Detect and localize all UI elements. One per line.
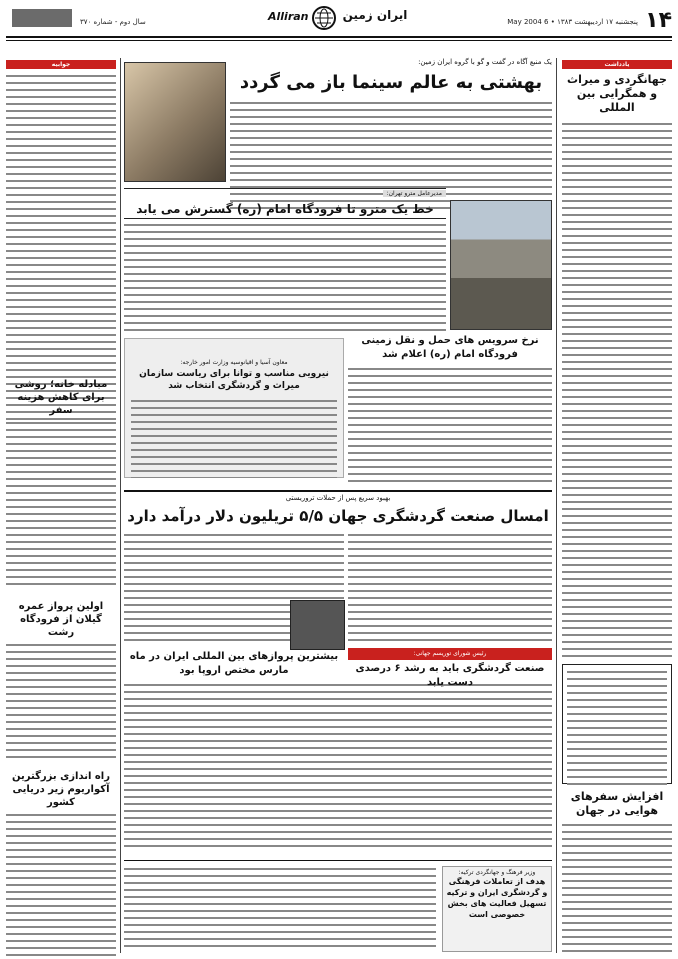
umrah-flight-article <box>6 600 116 750</box>
image-box <box>562 664 672 784</box>
flights-headline: بیشترین پروازهای بین المللی ایران در ماه مارس مختص اروپا بود <box>129 651 339 676</box>
paper-logo <box>12 9 72 27</box>
lead-kicker-text: یک منبع آگاه در گفت و گو با گروه ایران زمین: <box>418 58 552 66</box>
page-number: ۱۴ <box>645 8 672 33</box>
rail-body <box>348 366 552 484</box>
metro-label-row <box>124 188 446 198</box>
home-exchange-title: مبادله خانه؛ روشی برای کاهش هزینه سفر <box>14 379 108 416</box>
umrah-flight-title: اولین پرواز عمره گیلان از فرودگاه رشت <box>18 601 104 638</box>
column-label: یادداشت <box>562 60 672 69</box>
asia-kicker: معاون آسیا و اقیانوسیه وزارت امور خارجه: <box>180 359 288 366</box>
wtn-body-right <box>348 532 552 642</box>
column-title: جهانگردی و میراث و همگرایی بین المللی <box>567 73 667 114</box>
asia-headline: نیرویی مناسب و توانا برای ریاست سازمان میراث و گردشگری انتخاب شد <box>139 369 329 391</box>
culture-box <box>442 866 552 952</box>
council-label: رئیس شورای توریسم جهانی: <box>348 648 552 660</box>
metro-label: مدیرعامل مترو تهران: <box>383 190 446 197</box>
aquarium-article <box>6 770 116 950</box>
rail-photo <box>450 200 552 330</box>
culture-body <box>124 866 436 952</box>
aquarium-title: راه اندازی بزرگترین آکواریوم زیر دریایی کشور <box>12 771 110 808</box>
wtn-headline: امسال صنعت گردشگری جهان ۵/۵ تریلیون دلار درآمد دارد <box>127 507 549 525</box>
air-travel-title: افزایش سفرهای هوایی در جهان <box>570 790 664 817</box>
column-body <box>562 121 672 661</box>
air-travel-article <box>562 790 672 950</box>
brand-en: Alliran <box>268 10 309 23</box>
brand-fa: ایران زمین <box>342 8 408 22</box>
metro-body <box>124 222 446 332</box>
asia-box <box>124 338 344 478</box>
masthead <box>0 0 678 50</box>
culture-kicker: وزیر فرهنگ و جهانگردی ترکیه: <box>458 869 536 876</box>
metro-headline: خط یک مترو تا فرودگاه امام (ره) گسترش می یابد <box>124 200 446 219</box>
lead-photo <box>124 62 226 182</box>
rail-headline: نرخ سرویس های حمل و نقل زمینی فرودگاه امام (ره) اعلام شد <box>361 335 539 360</box>
home-exchange-article <box>6 378 116 578</box>
right-column <box>562 60 672 660</box>
date-text: پنجشنبه ۱۷ اردیبهشت ۱۳۸۳ • 6 May 2004 <box>507 18 638 26</box>
left-column-label: جوابیه <box>6 60 116 69</box>
small-photo <box>290 600 345 650</box>
council-headline: صنعت گردشگری باید به رشد ۶ درصدی دست یابد <box>355 663 545 688</box>
flights-body <box>124 682 552 852</box>
issue-text: سال دوم - شماره ۳۷۰ <box>80 18 146 26</box>
culture-headline: هدف از تعاملات فرهنگی و گردشگری ایران و ترکیه تسهیل فعالیت های بخش خصوصی است <box>446 877 548 919</box>
wtn-kicker: بهبود سریع پس از حملات تروریستی <box>285 494 391 502</box>
globe-icon <box>312 6 336 30</box>
lead-headline: بهشتی به عالم سینما باز می گردد <box>239 72 543 93</box>
